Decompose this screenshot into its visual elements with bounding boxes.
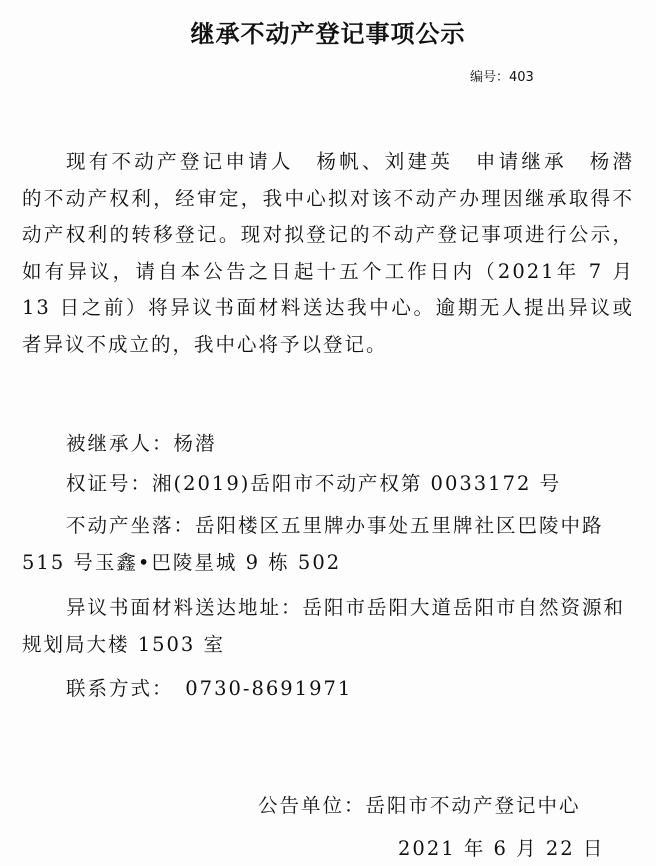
document-title: 继承不动产登记事项公示 <box>190 20 466 48</box>
objection-address-field: 异议书面材料送达地址：岳阳市岳阳大道岳阳市自然资源和规划局大楼 1503 室 <box>22 596 626 656</box>
contact-field: 联系方式： 0730-8691971 <box>66 677 353 700</box>
main-paragraph: 现有不动产登记申请人 杨帆、刘建英 申请继承 杨潜 的不动产权利，经审定，我中心拟对该不动产办理因继承取得不动产权利的转移登记。现对拟登记的不动产登记事项进行公示，如有异议，请自本公告之日起十五个工作日内（2021年 7 月 13 日之前）将异议书面材料送达我中心。逾期无人提出异议或者异议不成立的，我中心将予以登记。 <box>22 150 656 356</box>
issue-date: 2021 年 6 月 22 日 <box>398 837 605 860</box>
document-number: 编号：403 <box>470 70 534 85</box>
issuing-unit: 公告单位：岳阳市不动产登记中心 <box>258 794 581 817</box>
certificate-field: 权证号：湘(2019)岳阳市不动产权第 0033172 号 <box>66 472 562 495</box>
property-location-field: 不动产坐落：岳阳楼区五里牌办事处五里牌社区巴陵中路515 号玉鑫•巴陵星城 9 栋 502 <box>22 514 604 574</box>
decedent-field: 被继承人：杨潜 <box>66 432 217 455</box>
